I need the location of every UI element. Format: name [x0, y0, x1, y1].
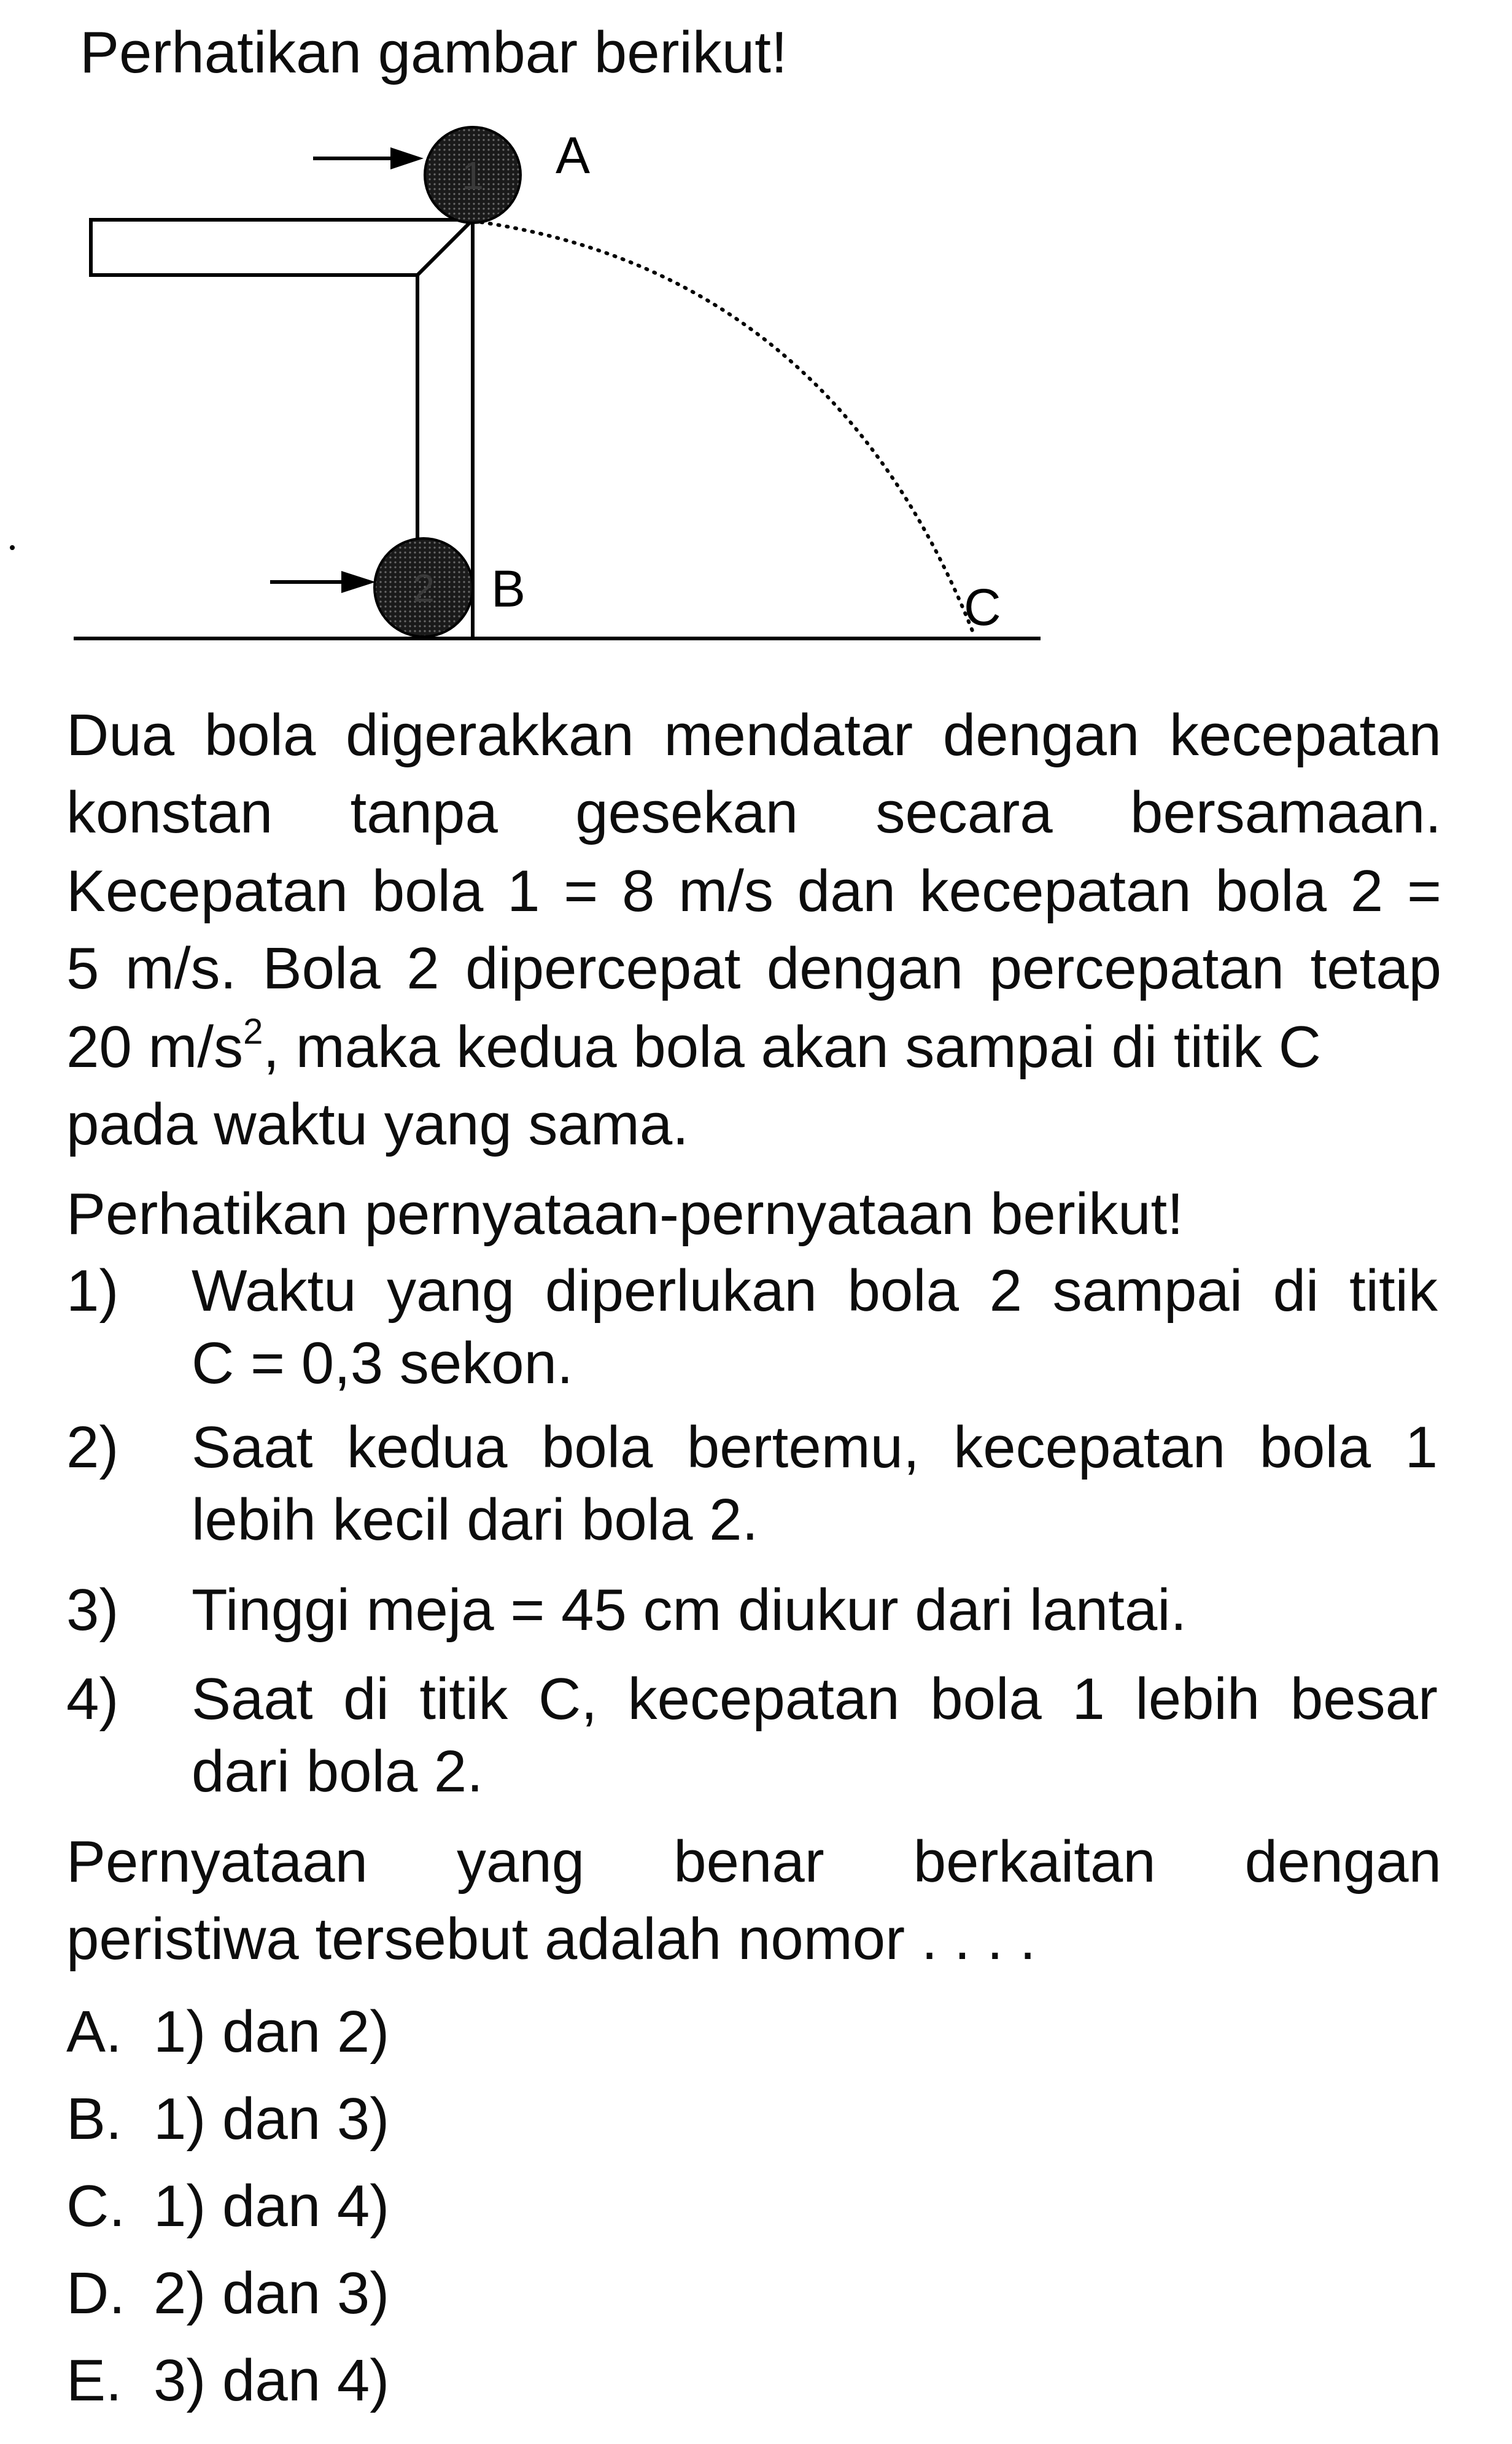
paragraph-line: 5 m/s. Bola 2 dipercepat dengan percepatan tetap [66, 936, 1441, 1001]
question: Pernyataan yang benar berkaitan dengan peristiwa tersebut adalah nomor . . . . [66, 1829, 1441, 1972]
paragraph-line-with-exponent: 20 $m/s^2$, maka kedua bola akan sampai di titik C [66, 1012, 1321, 1080]
option-e[interactable]: 3) dan 4) [153, 2348, 390, 2413]
statements-intro: Perhatikan pernyataan-pernyataan berikut! [66, 1181, 1184, 1247]
option-a[interactable]: 1) dan 2) [153, 1999, 390, 2065]
statement-number: 3) [66, 1577, 119, 1643]
label-c: C [964, 578, 1001, 636]
intro-text: Perhatikan gambar berikut! [80, 20, 788, 85]
paragraph-line: konstan tanpa gesekan secara bersamaan. [66, 780, 1441, 845]
trajectory-curve [473, 221, 973, 632]
problem-paragraph [66, 702, 1441, 1157]
paragraph-line: pada waktu yang sama. [66, 1092, 689, 1157]
option-letter: A. [66, 1999, 122, 2065]
option-letter: E. [66, 2348, 122, 2413]
paragraph-line: Kecepatan bola 1 = 8 m/s dan kecepatan bola 2 = [66, 858, 1441, 924]
option-letter: B. [66, 2086, 122, 2152]
statement-number: 1) [66, 1258, 119, 1324]
physics-figure [0, 0, 1512, 675]
option-d[interactable]: 2) dan 3) [153, 2260, 390, 2326]
label-a: A [556, 126, 591, 184]
option-c[interactable]: 1) dan 4) [153, 2173, 390, 2239]
table [91, 220, 473, 275]
option-b[interactable]: 1) dan 3) [153, 2086, 390, 2152]
ball-1-number: 1 [462, 153, 484, 198]
paragraph-line: Dua bola digerakkan mendatar dengan kecepatan [66, 702, 1441, 768]
arrow-ball-1-icon [313, 147, 424, 169]
option-letter: C. [66, 2173, 125, 2239]
label-b: B [491, 560, 526, 618]
statement-number: 4) [66, 1666, 119, 1732]
ball-2-number: 2 [413, 566, 435, 610]
arrow-ball-2-icon [270, 571, 376, 593]
option-letter: D. [66, 2260, 125, 2326]
statement-number: 2) [66, 1414, 119, 1480]
